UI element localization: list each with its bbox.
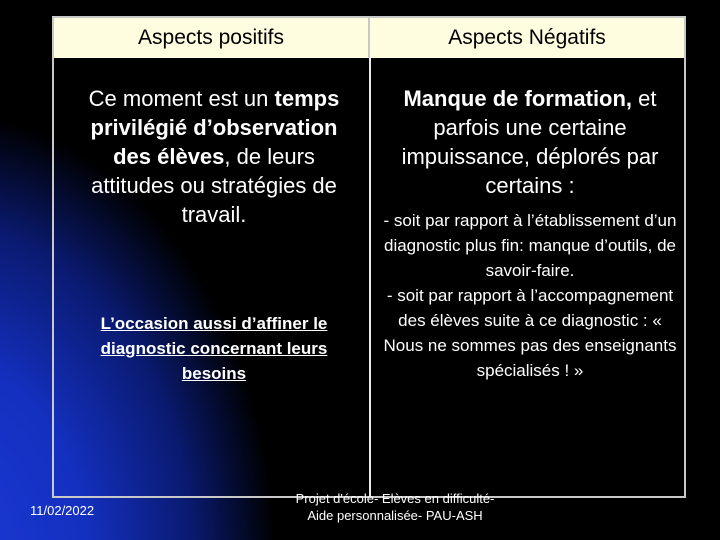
column-divider [369, 58, 371, 496]
header-negative-aspects: Aspects Négatifs [370, 18, 684, 58]
negative-aspects-column [380, 84, 680, 383]
negative-point-support: - soit par rapport à l’accompagnement des élèves suite à ce diagnostic : « Nous ne sommes pas des enseignants spécialisés ! » [383, 286, 677, 380]
footer-title-line2: Aide personnalisée- PAU-ASH [307, 508, 483, 523]
footer-date: 11/02/2022 [30, 503, 95, 518]
diagnostic-note: L’occasion aussi d’affiner le diagnostic concernant leurs besoins [100, 314, 328, 383]
positive-aspects-column [74, 84, 354, 386]
footer-title-line1: Projet d'école- Elèves en difficulté- [295, 491, 495, 506]
comparison-table [52, 16, 686, 498]
header-positive-aspects: Aspects positifs [54, 18, 370, 58]
positive-paragraph [74, 84, 354, 229]
positive-text-a: Ce moment est un [88, 86, 275, 111]
negative-paragraph [380, 84, 680, 200]
positive-text-bold: temps privilégié d’observation des élèves [90, 86, 340, 169]
negative-text-b: et parfois une certaine impuissance, déplorés par certains : [401, 86, 659, 198]
negative-point-diagnostic: - soit par rapport à l’établissement d’un diagnostic plus fin: manque d’outils, de savoir-faire. [383, 211, 677, 280]
positive-text-c: , de leurs attitudes ou stratégies de travail. [91, 144, 337, 227]
footer-title [270, 490, 520, 524]
negative-text-bold: Manque de formation, [403, 86, 633, 111]
